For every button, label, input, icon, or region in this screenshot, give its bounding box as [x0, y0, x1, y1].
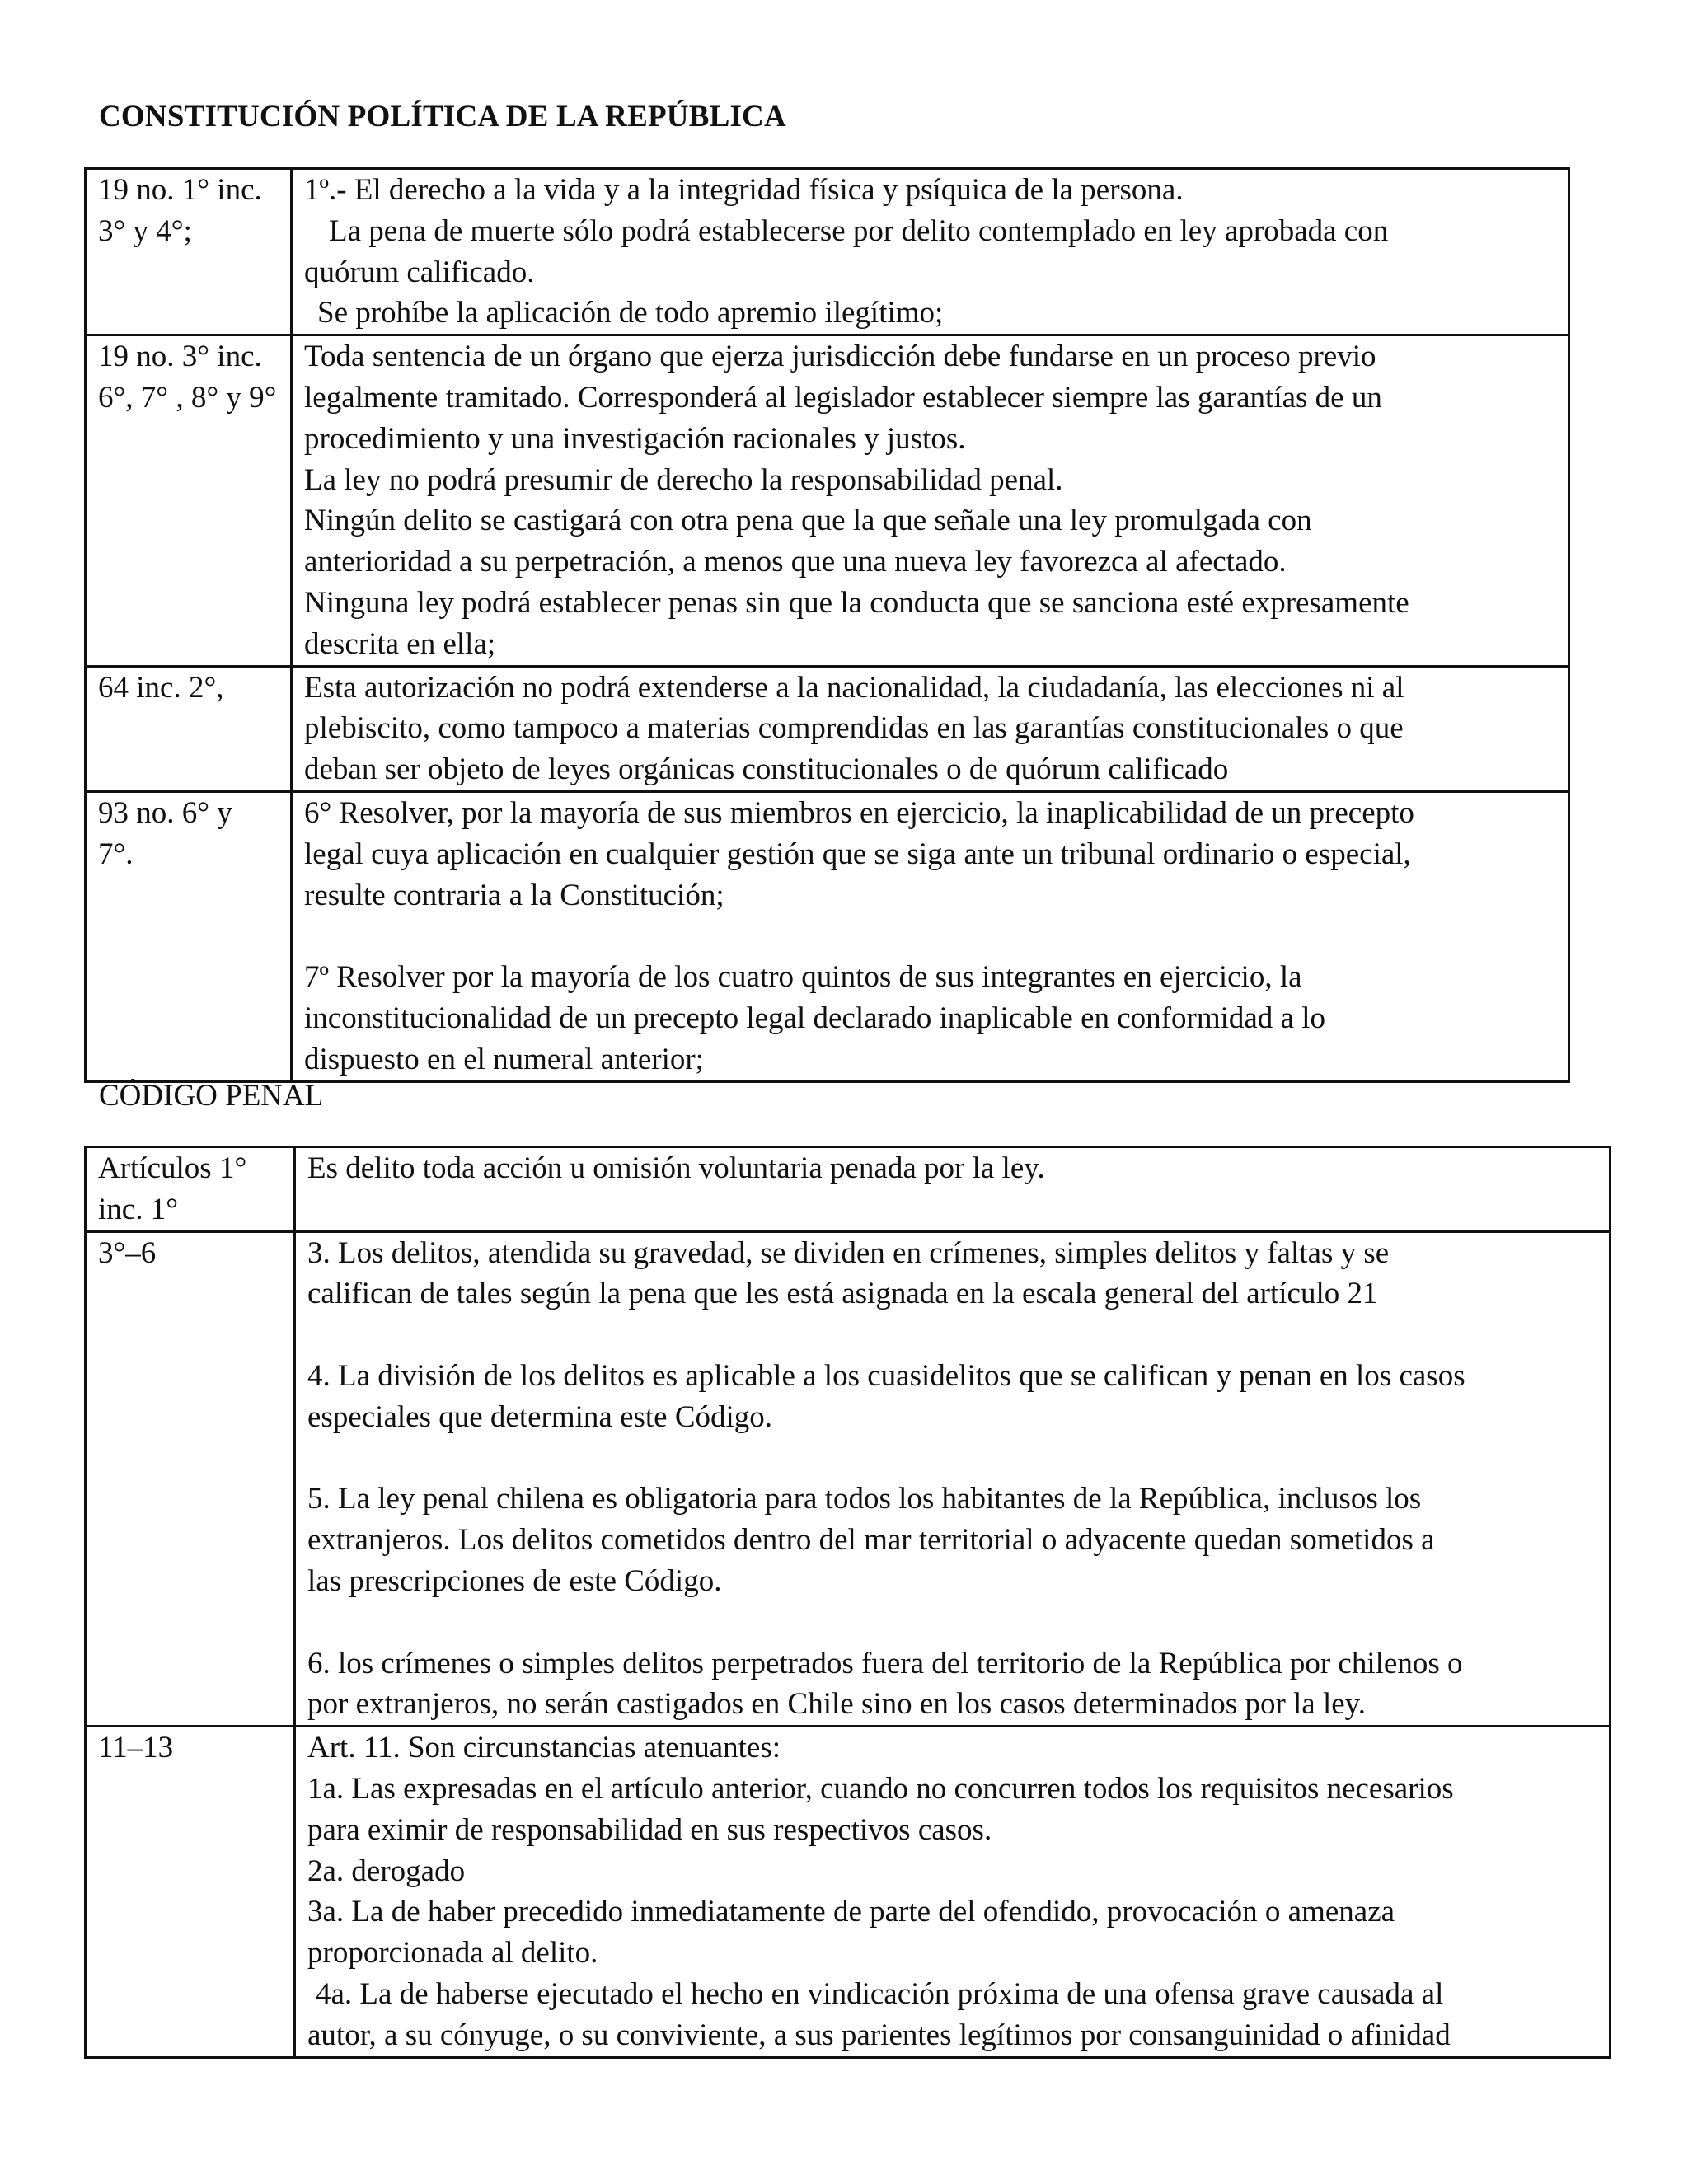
article-ref-cell [86, 1231, 295, 1727]
article-text-line: La ley no podrá presumir de derecho la responsabilidad penal. [304, 462, 1063, 497]
article-text-line: 3. Los delitos, atendida su gravedad, se dividen en crímenes, simples delitos y faltas y se [307, 1235, 1390, 1270]
paragraph-gap [307, 1315, 1601, 1356]
article-text-line: 6° Resolver, por la mayoría de sus miembros en ejercicio, la inaplicabilidad de un precepto [304, 795, 1414, 830]
article-text-line: especiales que determina este Código. [307, 1399, 773, 1434]
paragraph-gap [304, 916, 1559, 957]
article-text-line: 4. La división de los delitos es aplicable a los cuasidelitos que se califican y penan en los casos [307, 1358, 1465, 1393]
article-text-line: Ninguna ley podrá establecer penas sin que la conducta que se sanciona esté expresamente [304, 585, 1409, 620]
article-text-cell [292, 169, 1569, 335]
article-text-line: Art. 11. Son circunstancias atenuantes: [307, 1731, 781, 1765]
article-text-line: deban ser objeto de leyes orgánicas constitucionales o de quórum calificado [304, 752, 1229, 787]
article-text-line: descrita en ella; [304, 626, 496, 661]
article-text-line: quórum calificado. [304, 255, 535, 289]
article-text-cell [295, 1147, 1611, 1232]
constitucion-heading: CONSTITUCIÓN POLÍTICA DE LA REPÚBLICA [99, 100, 786, 134]
article-text-line: para eximir de responsabilidad en sus respectivos casos. [307, 1812, 992, 1847]
article-ref-cell [86, 335, 292, 666]
table-row [86, 1727, 1611, 2058]
paragraph-gap [307, 1602, 1601, 1643]
article-ref: 3°–6 [98, 1235, 157, 1270]
codigo-penal-heading: CÓDIGO PENAL [99, 1079, 324, 1113]
article-ref: 19 no. 3° inc. [98, 340, 262, 374]
article-text-line: inconstitucionalidad de un precepto legal declarado inaplicable en conformidad a lo [304, 1001, 1326, 1035]
article-ref: 64 inc. 2°, [98, 670, 224, 705]
article-text-line: proporcionada al delito. [307, 1936, 598, 1971]
article-text-line: 1a. Las expresadas en el artículo anterior, cuando no concurren todos los requisitos necesarios [307, 1771, 1454, 1806]
article-text-line: 4a. La de haberse ejecutado el hecho en vindicación próxima de una ofensa grave causada al [316, 1976, 1444, 2011]
article-text-line: autor, a su cónyuge, o su conviviente, a sus parientes legítimos por consanguinidad o afinidad [307, 2018, 1451, 2052]
article-text-line: procedimiento y una investigación racionales y justos. [304, 421, 966, 456]
table-row [86, 169, 1569, 335]
article-ref-cell [86, 169, 292, 335]
article-text-line: Ningún delito se castigará con otra pena que la que señale una ley promulgada con [304, 504, 1312, 538]
article-ref: 93 no. 6° y [98, 795, 232, 830]
paragraph-gap [307, 1438, 1601, 1479]
article-text-line: resulte contraria a la Constitución; [304, 878, 724, 912]
table-row [86, 666, 1569, 791]
article-text-line: 5. La ley penal chilena es obligatoria para todos los habitantes de la República, inclusos los [307, 1482, 1422, 1516]
article-text-line: 2a. derogado [307, 1854, 466, 1888]
article-text-cell [295, 1727, 1611, 2058]
article-text-cell [292, 666, 1569, 791]
article-text-line: plebiscito, como tampoco a materias comprendidas en las garantías constitucionales o que [304, 711, 1404, 746]
article-text-line: por extranjeros, no serán castigados en Chile sino en los casos determinados por la ley. [307, 1687, 1367, 1722]
article-ref: 19 no. 1° inc. [98, 173, 262, 207]
article-text-line: dispuesto en el numeral anterior; [304, 1042, 704, 1076]
table-row [86, 1147, 1611, 1232]
table-row [86, 1231, 1611, 1727]
article-text-line: extranjeros. Los delitos cometidos dentro del mar territorial o adyacente quedan sometidos a [307, 1523, 1435, 1558]
article-text-line: legal cuya aplicación en cualquier gestión que se siga ante un tribunal ordinario o especial, [304, 837, 1411, 871]
article-text-line: Toda sentencia de un órgano que ejerza jurisdicción debe fundarse en un proceso previo [304, 340, 1376, 374]
article-ref: 6°, 7° , 8° y 9° [98, 380, 277, 415]
article-ref: inc. 1° [98, 1192, 178, 1226]
article-ref-cell [86, 1147, 295, 1232]
article-ref: 11–13 [98, 1731, 174, 1765]
article-text-cell [292, 791, 1569, 1081]
article-text-line: 7º Resolver por la mayoría de los cuatro quintos de sus integrantes en ejercicio, la [304, 960, 1302, 995]
table-row [86, 335, 1569, 666]
constitucion-table [84, 167, 1570, 1083]
article-text-line: anterioridad a su perpetración, a menos que una nueva ley favorezca al afectado. [304, 545, 1287, 579]
article-text-cell [292, 335, 1569, 666]
article-text-line: 3a. La de haber precedido inmediatamente de parte del ofendido, provocación o amenaza [307, 1895, 1395, 1929]
article-text-line: Se prohíbe la aplicación de todo apremio ilegítimo; [317, 296, 944, 330]
article-text-line: Esta autorización no podrá extenderse a la nacionalidad, la ciudadanía, las elecciones ni al [304, 670, 1404, 705]
article-text-line: La pena de muerte sólo podrá establecerse por delito contemplado en ley aprobada con [329, 213, 1389, 248]
article-text-line: califican de tales según la pena que les está asignada en la escala general del artículo 21 [307, 1277, 1378, 1311]
article-ref: 3° y 4°; [98, 213, 192, 248]
article-text-line: 6. los crímenes o simples delitos perpetrados fuera del territorio de la República por chilenos o [307, 1646, 1463, 1680]
codigo-penal-table [84, 1146, 1611, 2059]
article-ref-cell [86, 1727, 295, 2058]
article-ref-cell [86, 666, 292, 791]
article-ref: 7°. [98, 837, 134, 871]
article-text-line: 1º.- El derecho a la vida y a la integridad física y psíquica de la persona. [304, 173, 1184, 207]
article-text-line: Es delito toda acción u omisión voluntaria penada por la ley. [307, 1151, 1045, 1185]
table-row [86, 791, 1569, 1081]
article-ref: Artículos 1° [98, 1151, 247, 1185]
article-text-cell [295, 1231, 1611, 1727]
article-text-line: legalmente tramitado. Corresponderá al legislador establecer siempre las garantías de un [304, 380, 1382, 415]
article-ref-cell [86, 791, 292, 1081]
article-text-line: las prescripciones de este Código. [307, 1563, 722, 1598]
